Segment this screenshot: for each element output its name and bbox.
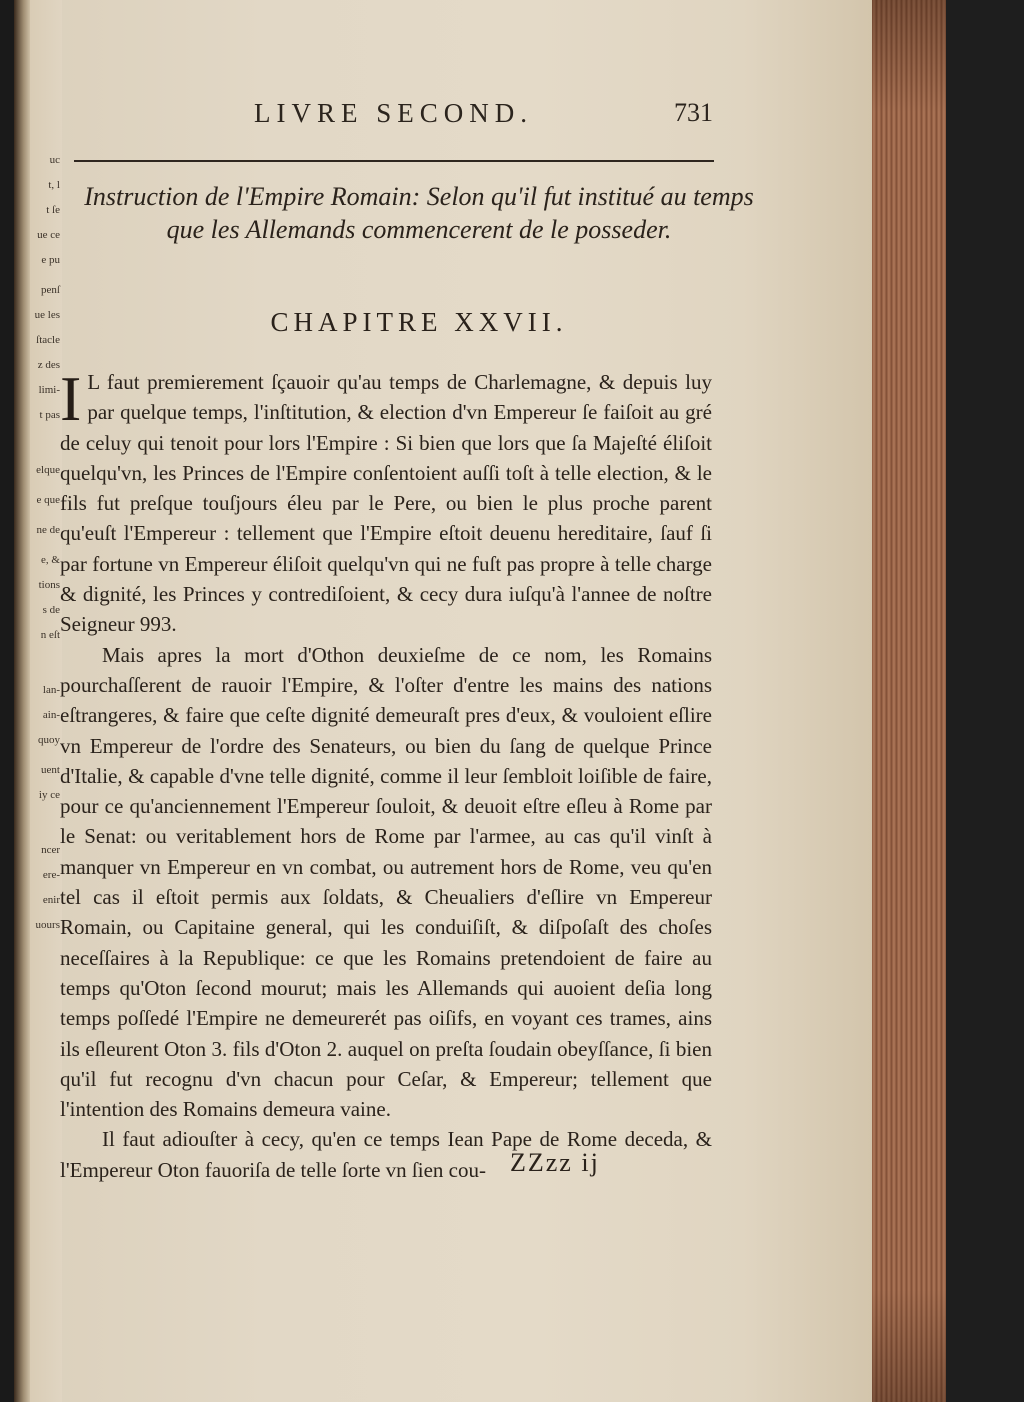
gutter-fragment: uours <box>35 919 60 931</box>
chapter-title: Instruction de l'Empire Romain: Selon qu'il fut institué au temps que les Allemands commencerent de le posseder. <box>84 182 754 244</box>
signature-mark: ZZzz ij <box>510 1148 600 1177</box>
gutter-fragment: ncer <box>41 844 60 856</box>
gutter-fragment: iy ce <box>38 789 60 801</box>
fore-edge-shading <box>872 0 946 1402</box>
gutter-fragment: enir <box>42 894 60 906</box>
gutter-fragment: t, l <box>48 179 60 191</box>
facing-page-edge <box>14 0 30 1402</box>
book-page <box>14 0 872 1402</box>
gutter-fragment: uc <box>49 154 60 166</box>
chapter-number: CHAPITRE XXVII. <box>270 307 568 337</box>
gutter-fragment: s de <box>42 604 60 616</box>
page-number: 731 <box>674 98 713 127</box>
gutter-fragment: uent <box>41 764 60 776</box>
gutter-fragment: ue ce <box>37 229 60 241</box>
gutter-fragment: ain- <box>42 709 60 721</box>
gutter-fragment: ne de <box>36 524 60 536</box>
gutter-fragment: limi- <box>38 384 60 396</box>
header-rule <box>74 160 714 162</box>
gutter-fragment: ſtacle <box>36 334 60 346</box>
facing-page-gutter <box>30 0 62 1402</box>
gutter-fragment: e, & <box>41 554 60 566</box>
drop-cap: I <box>60 363 82 434</box>
gutter-fragment: lan- <box>42 684 60 696</box>
gutter-fragment: ere- <box>42 869 60 881</box>
body-text <box>60 363 712 1185</box>
gutter-fragment: t ſe <box>46 204 60 216</box>
running-head: LIVRE SECOND. <box>254 98 533 128</box>
paragraph-2: Mais apres la mort d'Othon deuxieſme de ce nom, les Romains pourchaſſerent de rauoir l'Empire, & l'oſter d'entre les mains des nations eſtrangeres, & faire que ceſte dignité demeuraſt pres d'eux, & vouloient eſlire vn Empereur de l'ordre des Senateurs, ou bien du ſang de quelque Prince d'Italie, & capable d'vne telle dignité, comme il leur ſembloit loiſible de faire, pour ce qu'anciennement l'Empereur ſouloit, & deuoit eſtre eſleu à Rome par le Senat: ou veritablement hors de Rome par l'armee, au cas qu'il vinſt à manquer vn Empereur en vn combat, ou autrement hors de Rome, veu qu'en tel cas il eſtoit permis aux ſoldats, & Cheualiers d'eſlire vn Empereur Romain, ou Capitaine general, qui les conduiſiſt, & diſpoſaſt des choſes neceſſaires à la Republique: ce que les Romains pretendoient de faire au temps qu'Oton ſecond mourut; mais les Allemands qui auoient deſia long temps poſſedé l'Empire ne demeurerét pas oiſifs, en voyant ces trames, ains ils eſleurent Oton 3. fils d'Oton 2. auquel on preſta ſoudain obeyſſance, ſi bien qu'il fut recognu d'vn chacun pour Ceſar, & Empereur; tellement que l'intention des Romains demeura vaine. <box>60 642 712 1122</box>
gutter-fragment: tions <box>38 579 60 591</box>
gutter-fragment: penſ <box>41 284 60 296</box>
gutter-fragment: elque <box>36 464 60 476</box>
backdrop <box>946 0 1024 1402</box>
gutter-fragment: z des <box>37 359 60 371</box>
paragraph-3: Il faut adiouſter à cecy, qu'en ce temps Iean Pape de Rome deceda, & l'Empereur Oton fauoriſa de telle ſorte vn ſien cou- <box>60 1127 712 1182</box>
gutter-fragment: quoy <box>38 734 60 746</box>
gutter-fragment: e que <box>36 494 60 506</box>
gutter-fragment: ue les <box>34 309 60 321</box>
gutter-fragment: n eſt <box>40 629 60 641</box>
paragraph-1-text: L faut premierement ſçauoir qu'au temps de Charlemagne, & depuis luy par quelque temps, l'inſtitution, & election d'vn Empereur ſe faiſoit au gré de celuy qui tenoit pour lors l'Empire : Si bien que lors que ſa Majeſté éliſoit quelqu'vn, les Princes de l'Empire conſentoient auſſi toſt à telle election, & le fils fut preſque touſjours éleu par le Pere, ou bien le plus proche parent qu'euſt l'Empereur : tellement que l'Empire eſtoit deuenu hereditaire, ſauf ſi par fortune vn Empereur éliſoit quelqu'vn qui ne fuſt pas propre à telle charge & dignité, les Princes y contrediſoient, & cecy dura iuſqu'à l'annee de noſtre Seigneur 993. <box>60 370 712 637</box>
gutter-fragment: t pas <box>39 409 60 421</box>
gutter-fragment: e pu <box>41 254 60 266</box>
paragraph-1 <box>60 363 712 640</box>
